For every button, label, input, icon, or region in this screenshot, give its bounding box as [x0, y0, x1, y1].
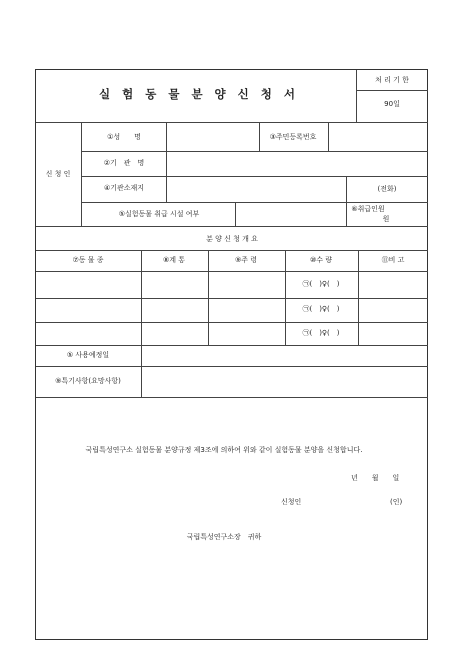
rule: [328, 122, 329, 151]
rule: [356, 90, 428, 91]
rule: [141, 250, 142, 397]
animal-handling-label: ⑤실험동물 취급 시설 여부: [118, 210, 200, 218]
rule: [81, 122, 82, 226]
application-form: [35, 69, 428, 640]
processing-value: 90일: [384, 100, 400, 108]
processing-label: 처 리 기 한: [375, 76, 409, 84]
applicant-label: 신 청 인: [45, 170, 71, 178]
table-header-age: ⑨주 령: [234, 256, 258, 264]
table-header-species: ⑦동 물 종: [72, 256, 104, 264]
recipient-text: 국립특성연구소장 귀하: [186, 533, 262, 541]
rule: [36, 226, 428, 227]
rule: [36, 345, 428, 346]
seal-mark: (인): [390, 498, 403, 506]
quantity-cell: ㉠( )♀( ): [302, 305, 340, 313]
table-header-quantity: ⑩수 량: [309, 256, 333, 264]
rule: [81, 151, 428, 152]
rule: [358, 250, 359, 345]
phone-label: (전화): [377, 185, 397, 193]
rule: [36, 122, 428, 123]
rule: [36, 322, 428, 323]
rule: [346, 202, 347, 226]
special-notes-label: ⑨특기사항(요망사항): [55, 377, 121, 385]
handler-count-label: ⑥취급인원: [351, 205, 385, 213]
rule: [166, 122, 167, 202]
handler-unit: 원: [382, 215, 390, 223]
signer-label: 신청인: [281, 498, 302, 506]
rule: [285, 250, 286, 345]
rule: [36, 298, 428, 299]
table-header-strain: ⑧계 통: [162, 256, 186, 264]
quantity-cell: ㉠( )♀( ): [302, 280, 340, 288]
overview-title: 분 양 신 청 개 요: [206, 235, 258, 243]
statement-text: 국립특성연구소 실험동물 분양규정 제3조에 의하여 위와 같이 실험동물 분양을 신청합니다.: [85, 446, 363, 454]
date-line: 년 월 일: [351, 474, 400, 482]
quantity-cell: ㉠( )♀( ): [302, 329, 340, 337]
address-label: ④기관소재지: [103, 184, 145, 192]
table-header-remarks: ⑪비 고: [381, 256, 405, 264]
rule: [36, 366, 428, 367]
name-label: ①성 명: [107, 133, 141, 141]
rule: [346, 176, 347, 202]
rule: [208, 250, 209, 345]
rule: [235, 202, 236, 226]
institution-label: ②기 관 명: [103, 159, 145, 167]
resident-no-label: ③주민등록번호: [269, 133, 317, 141]
rule: [81, 202, 428, 203]
rule: [36, 250, 428, 251]
usage-period-label: ⑤ 사용예정일: [66, 351, 110, 359]
rule: [36, 271, 428, 272]
rule: [81, 176, 428, 177]
rule: [259, 122, 260, 151]
form-title: 실 험 동 물 분 양 신 청 서: [98, 87, 300, 101]
rule: [356, 70, 357, 122]
rule: [36, 397, 428, 398]
